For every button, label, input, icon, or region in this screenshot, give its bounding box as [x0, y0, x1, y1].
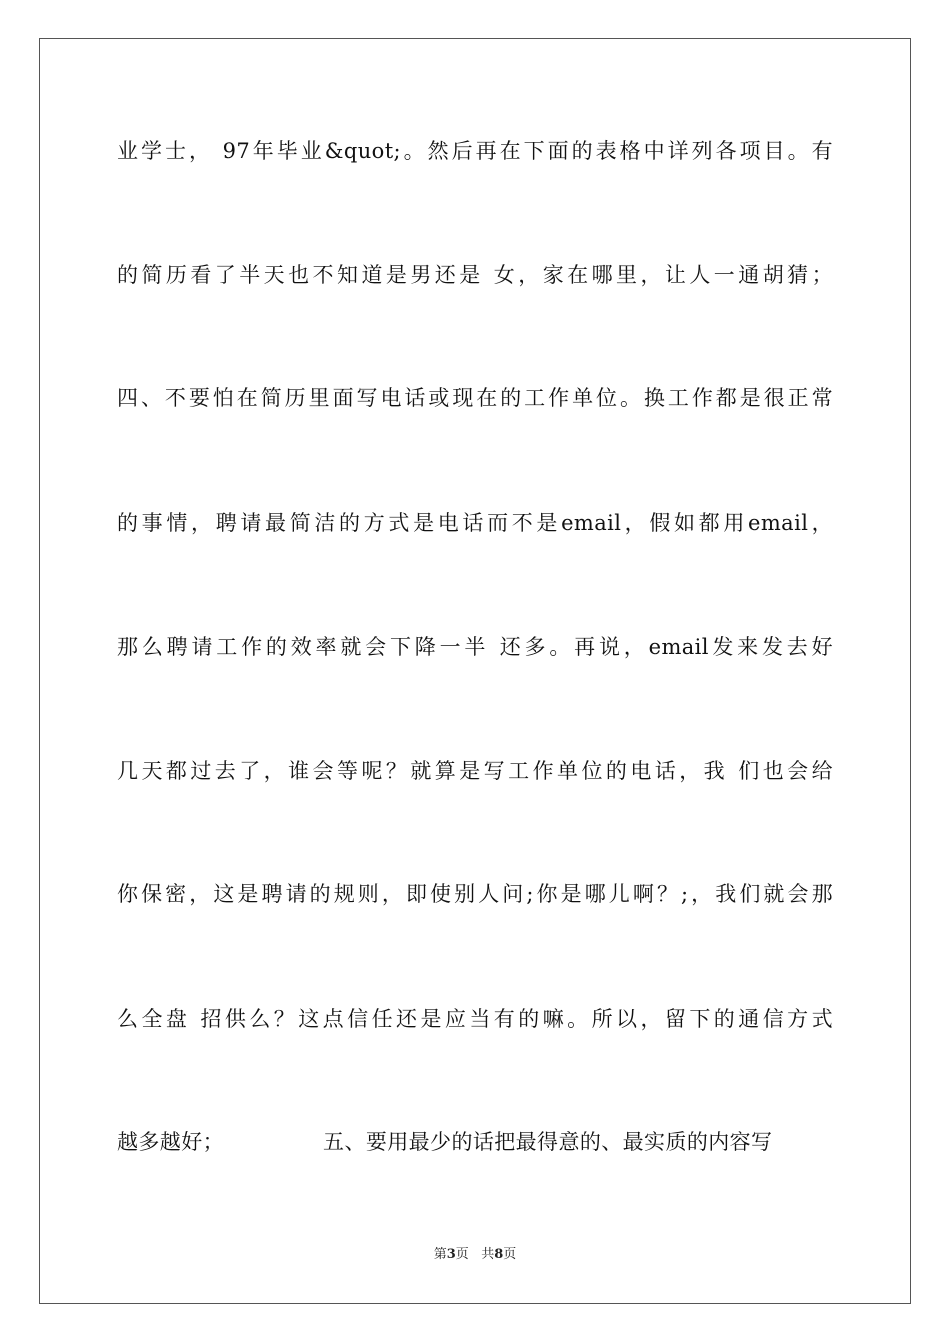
- body-text-line-2: 的简历看了半天也不知道是男还是 女，家在哪里，让人一通胡猜；: [117, 263, 833, 287]
- page-prefix: 第: [433, 1247, 447, 1262]
- body-text-line-5: 那么聘请工作的效率就会下降一半 还多。再说，email发来发去好: [117, 635, 833, 659]
- body-text-line-6: 几天都过去了，谁会等呢？就算是写工作单位的电话，我 们也会给: [117, 759, 833, 783]
- body-text-line-8: 么全盘 招供么？这点信任还是应当有的嘛。所以，留下的通信方式: [117, 1007, 833, 1031]
- total-unit: 页: [503, 1247, 517, 1262]
- total-prefix: 共: [481, 1247, 495, 1262]
- body-text-line-7: 你保密，这是聘请的规则，即使别人问;你是哪儿啊？;，我们就会那: [117, 882, 833, 906]
- body-text-line-4: 的事情，聘请最简洁的方式是电话而不是email，假如都用email，: [117, 511, 833, 535]
- page-unit: 页: [455, 1247, 469, 1262]
- body-text-line-1: 业学士， 97年毕业&quot;。然后再在下面的表格中详列各项目。有: [117, 139, 833, 163]
- total-page-number: 8: [494, 1247, 504, 1262]
- page-footer: [0, 1246, 950, 1264]
- page-border: [39, 38, 911, 1304]
- body-text-line-3: 四、不要怕在简历里面写电话或现在的工作单位。换工作都是很正常: [117, 386, 833, 410]
- current-page-number: 3: [446, 1247, 456, 1262]
- body-text-line-9: 越多越好； 五、要用最少的话把最得意的、最实质的内容写: [117, 1130, 773, 1154]
